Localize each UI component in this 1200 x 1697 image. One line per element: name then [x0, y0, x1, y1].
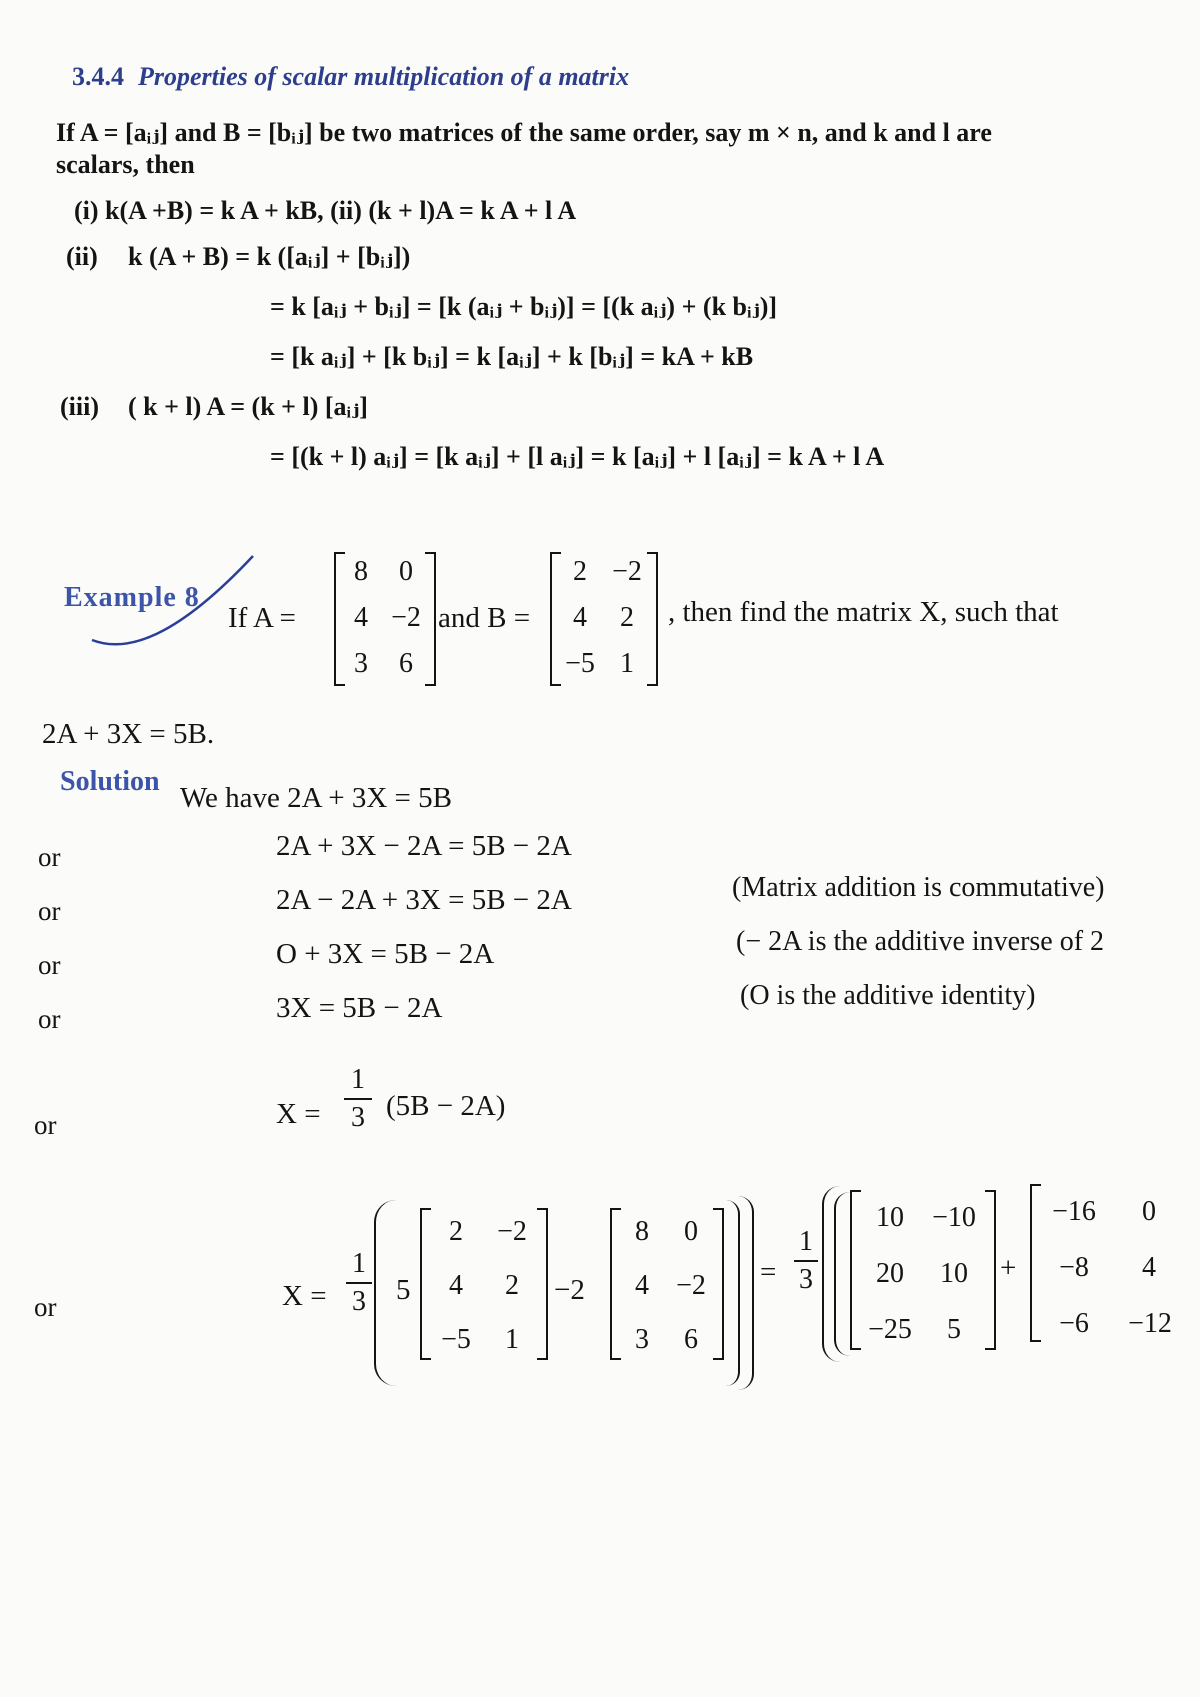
or-label: or [38, 842, 61, 872]
matrix-cell: −2 [676, 1270, 706, 1301]
matrix-cell: −25 [868, 1314, 912, 1345]
matrix-b-cell: 1 [620, 648, 634, 679]
example-if-text: If A = [228, 602, 296, 634]
fraction-numerator: 1 [351, 1064, 365, 1095]
matrix-cell: 2 [505, 1270, 519, 1301]
minus-two: −2 [554, 1274, 585, 1306]
matrix-cell: −8 [1059, 1252, 1089, 1283]
matrix-cell: −5 [441, 1324, 471, 1355]
property-iii-line-2: = [(k + l) aᵢⱼ] = [k aᵢⱼ] + [l aᵢⱼ] = k [aᵢⱼ] + l [aᵢⱼ] = k A + l A [270, 442, 885, 471]
matrix-a-cell: 4 [354, 602, 368, 633]
example-and-text: and B = [438, 602, 531, 634]
matrix-cell: 6 [684, 1324, 698, 1355]
matrix-cell: −10 [932, 1202, 976, 1233]
matrix-b-cell: 4 [573, 602, 587, 633]
property-ii-line-2: = k [aᵢⱼ + bᵢⱼ] = [k (aᵢⱼ + bᵢⱼ)] = [(k aᵢⱼ) + (k bᵢⱼ)] [270, 292, 778, 321]
matrix-cell: 4 [1142, 1252, 1156, 1283]
note-additive-identity: (O is the additive identity) [740, 980, 1036, 1011]
x-rest: (5B − 2A) [386, 1090, 506, 1122]
matrix-cell: 0 [1142, 1196, 1156, 1227]
solution-label: Solution [60, 766, 160, 797]
plus-sign: + [1000, 1252, 1017, 1284]
section-title: Properties of scalar multiplication of a matrix [138, 62, 630, 91]
matrix-cell: −2 [497, 1216, 527, 1247]
fraction-numerator: 1 [352, 1248, 366, 1279]
final-lhs: X = [282, 1280, 327, 1312]
close-paren-outer [738, 1196, 754, 1390]
coefficient-five: 5 [396, 1274, 411, 1306]
matrix-minus-two-a [1030, 1184, 1200, 1342]
matrix-a-repeat [610, 1208, 724, 1360]
matrix-a-cell: 3 [354, 648, 368, 679]
intro-line-2: scalars, then [56, 150, 195, 179]
matrix-b-cell: 2 [573, 556, 587, 587]
example-label: Example 8 [64, 582, 200, 613]
solution-intro: We have 2A + 3X = 5B [180, 782, 453, 814]
matrix-five-b [850, 1190, 996, 1350]
fraction-denominator: 3 [351, 1102, 365, 1133]
matrix-cell: 20 [876, 1258, 904, 1289]
section-heading [72, 62, 629, 92]
property-ii-line-3: = [k aᵢⱼ] + [k bᵢⱼ] = k [aᵢⱼ] + k [bᵢⱼ] = kA + kB [270, 342, 754, 371]
rhs-fraction [794, 1226, 818, 1296]
note-commutative: (Matrix addition is commutative) [732, 872, 1105, 903]
matrix-cell: 8 [635, 1216, 649, 1247]
solution-step-2: 2A − 2A + 3X = 5B − 2A [276, 884, 572, 916]
property-ii-label: (ii) [66, 242, 98, 271]
intro-line-1: If A = [aᵢⱼ] and B = [bᵢⱼ] be two matrices of the same order, say m × n, and k and l are [56, 118, 992, 147]
or-label: or [38, 896, 61, 926]
fraction-denominator: 3 [799, 1264, 813, 1295]
example-then-text: , then find the matrix X, such that [668, 596, 1059, 628]
property-ii-line-1: k (A + B) = k ([aᵢⱼ] + [bᵢⱼ]) [128, 242, 411, 271]
final-fraction [346, 1248, 372, 1318]
matrix-cell: 4 [449, 1270, 463, 1301]
matrix-cell: −6 [1059, 1308, 1089, 1339]
matrix-a [334, 552, 436, 686]
open-paren [374, 1200, 396, 1386]
matrix-cell: 1 [505, 1324, 519, 1355]
matrix-cell: 0 [684, 1216, 698, 1247]
fraction-numerator: 1 [799, 1226, 813, 1257]
or-label: or [38, 950, 61, 980]
matrix-cell: 3 [635, 1324, 649, 1355]
rhs-open-paren-2 [834, 1192, 850, 1356]
matrix-b-cell: −2 [612, 556, 642, 587]
or-label: or [34, 1110, 57, 1140]
matrix-cell: 2 [449, 1216, 463, 1247]
matrix-cell: 5 [947, 1314, 961, 1345]
note-additive-inverse: (− 2A is the additive inverse of 2 [736, 926, 1105, 957]
matrix-b-repeat [420, 1208, 548, 1360]
matrix-cell: −12 [1128, 1308, 1172, 1339]
matrix-cell: 10 [876, 1202, 904, 1233]
matrix-a-cell: −2 [391, 602, 421, 633]
matrix-b [550, 552, 658, 686]
matrix-b-cell: 2 [620, 602, 634, 633]
matrix-cell: 10 [940, 1258, 968, 1289]
section-number: 3.4.4 [72, 62, 124, 91]
matrix-a-cell: 6 [399, 648, 413, 679]
matrix-a-cell: 8 [354, 556, 368, 587]
property-iii-label: (iii) [60, 392, 99, 421]
matrix-cell: −16 [1052, 1196, 1096, 1227]
x-lhs: X = [276, 1098, 321, 1130]
solution-step-1: 2A + 3X − 2A = 5B − 2A [276, 830, 572, 862]
solution-step-4: 3X = 5B − 2A [276, 992, 443, 1024]
property-iii-line-1: ( k + l) A = (k + l) [aᵢⱼ] [128, 392, 368, 421]
matrix-b-cell: −5 [565, 648, 595, 679]
or-label: or [34, 1292, 57, 1322]
fraction-one-third [344, 1064, 372, 1134]
property-list: (i) k(A +B) = k A + kB, (ii) (k + l)A = k A + l A [74, 196, 577, 225]
example-equation: 2A + 3X = 5B. [42, 718, 215, 750]
equals-sign: = [760, 1256, 777, 1288]
matrix-a-cell: 0 [399, 556, 413, 587]
or-label: or [38, 1004, 61, 1034]
solution-step-3: O + 3X = 5B − 2A [276, 938, 495, 970]
fraction-denominator: 3 [352, 1286, 366, 1317]
matrix-cell: 4 [635, 1270, 649, 1301]
